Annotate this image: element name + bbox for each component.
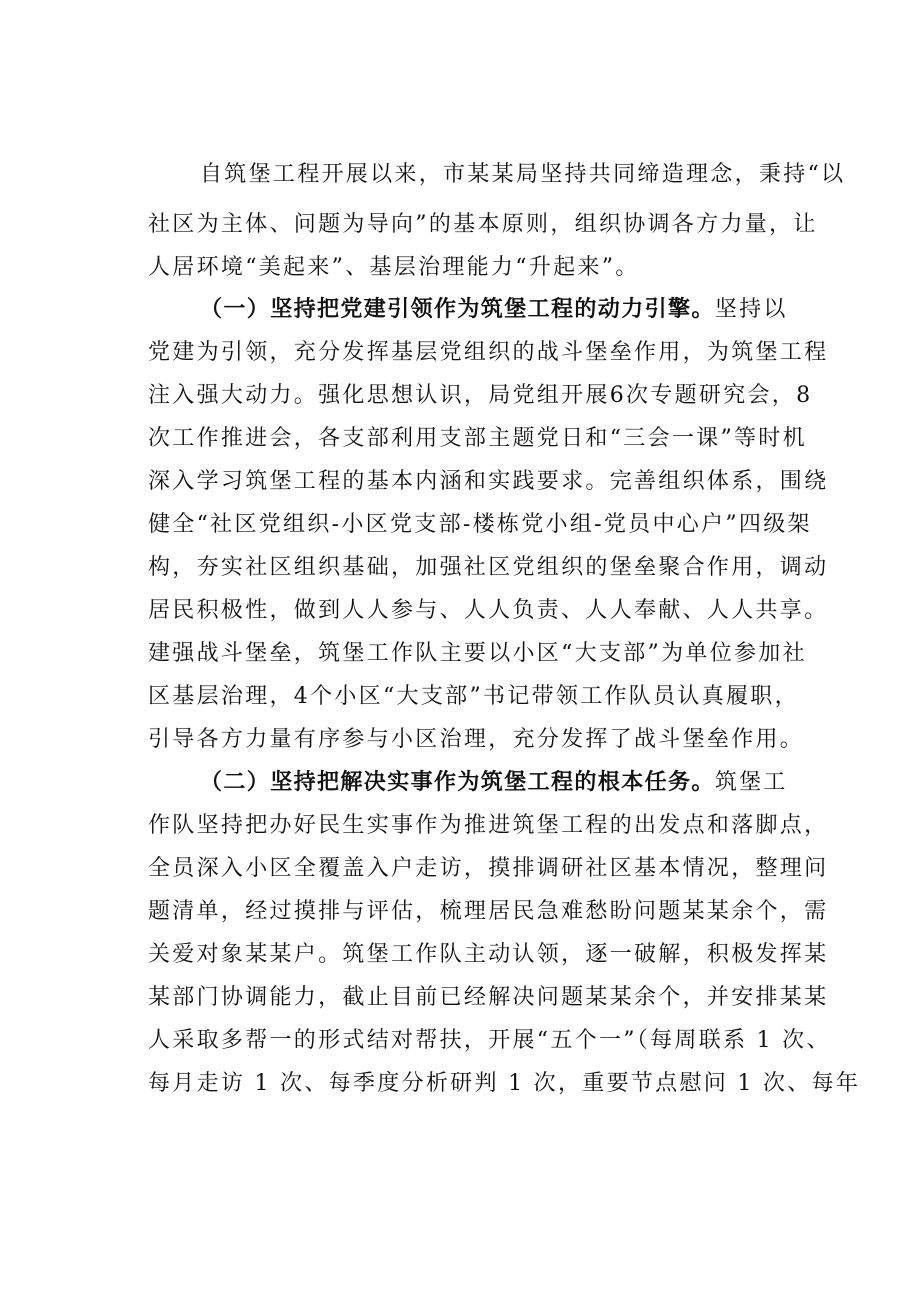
paragraph-3-line-7: 人采取多帮一的形式结对帮扶，开展“五个一”（每周联系 1 次、 xyxy=(148,1028,831,1053)
paragraph-2-line-8: 居民积极性，做到人人参与、人人负责、人人奉献、人人共享。 xyxy=(148,598,829,623)
paragraph-2-line-10: 区基层治理，4个小区“大支部”书记带领工作队员认真履职， xyxy=(148,684,799,709)
paragraph-2-line-9: 建强战斗堡垒，筑堡工作队主要以小区“大支部”为单位参加社 xyxy=(148,641,807,666)
paragraph-3-line-4: 题清单，经过摸排与评估，梳理居民急难愁盼问题某某余个，需 xyxy=(148,899,829,924)
section-2-heading: （二）坚持把解决实事作为筑堡工程的根本任务。 xyxy=(200,770,715,795)
paragraph-1-line-3: 人居环境“美起来”、基层治理能力“升起来”。 xyxy=(148,255,640,280)
paragraph-1-line-2: 社区为主体、问题为导向”的基本原则，组织协调各方力量，让 xyxy=(148,212,818,237)
paragraph-3-line-5: 关爱对象某某户。筑堡工作队主动认领，逐一破解，积极发挥某 xyxy=(148,942,829,967)
paragraph-2-line-7: 构，夯实社区组织基础，加强社区党组织的堡垒聚合作用，调动 xyxy=(148,555,829,580)
paragraph-2-first-line xyxy=(200,295,788,325)
paragraph-3-line-3: 全员深入小区全覆盖入户走访，摸排调研社区基本情况，整理问 xyxy=(148,856,829,881)
paragraph-3-first-line xyxy=(200,768,788,798)
section-1-heading: （一）坚持把党建引领作为筑堡工程的动力引擎。 xyxy=(200,297,715,322)
paragraph-2-line-11: 引导各方力量有序参与小区治理，充分发挥了战斗堡垒作用。 xyxy=(148,727,805,752)
paragraph-3-first-line-rest: 筑堡工 xyxy=(714,770,788,795)
paragraph-3-line-8: 每月走访 1 次、每季度分析研判 1 次，重要节点慰问 1 次、每年 xyxy=(148,1071,861,1096)
paragraph-2-first-line-rest: 坚持以 xyxy=(714,297,788,322)
paragraph-3-line-2: 作队坚持把办好民生实事作为推进筑堡工程的出发点和落脚点， xyxy=(148,813,829,838)
paragraph-2-line-3: 注入强大动力。强化思想认识，局党组开展6次专题研究会，8 xyxy=(148,383,813,408)
paragraph-1-line-1: 自筑堡工程开展以来，市某某局坚持共同缔造理念，秉持“以 xyxy=(200,162,846,187)
paragraph-2-line-6: 健全“社区党组织-小区党支部-楼栋党小组-党员中心户”四级架 xyxy=(148,512,812,537)
paragraph-3-line-6: 某部门协调能力，截止目前已经解决问题某某余个，并安排某某 xyxy=(148,985,829,1010)
paragraph-2-line-2: 党建为引领，充分发挥基层党组织的战斗堡垒作用，为筑堡工程 xyxy=(148,340,829,365)
paragraph-2-line-4: 次工作推进会，各支部利用支部主题党日和“三会一课”等时机 xyxy=(148,426,807,451)
paragraph-2-line-5: 深入学习筑堡工程的基本内涵和实践要求。完善组织体系，围绕 xyxy=(148,469,829,494)
